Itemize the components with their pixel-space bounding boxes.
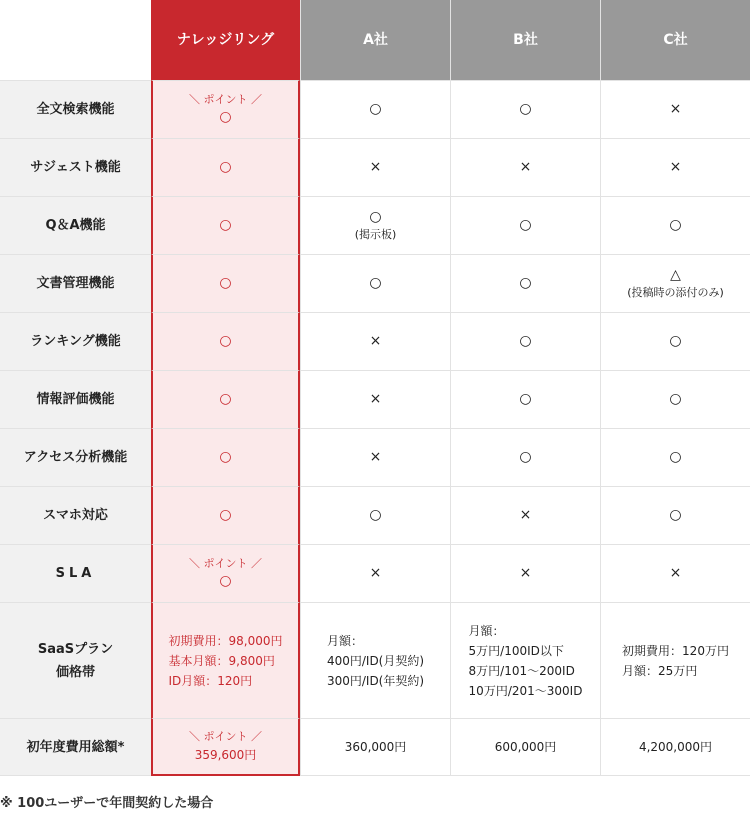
ours-mark: ○ (219, 159, 232, 175)
company-a-cell (300, 196, 450, 254)
price-line: 基本月額：9,800円 (168, 653, 275, 668)
price-line: 初期費用：120万円 (622, 643, 729, 658)
ours-mark: ○ (219, 573, 232, 589)
company-a-cell (300, 80, 450, 138)
total-value: 600,000円 (494, 740, 557, 754)
point-label: ＼ ポイント ／ (189, 729, 262, 743)
ours-cell (151, 370, 300, 428)
mark: △ (670, 267, 681, 283)
table-row (0, 486, 750, 544)
company-a-cell (300, 544, 450, 602)
mark: × (519, 507, 532, 523)
mark: × (369, 333, 382, 349)
ours-cell (151, 80, 300, 138)
price-line: 5万円/100ID以下 (468, 643, 564, 658)
ours-total-cell (151, 718, 300, 776)
ours-mark: ○ (219, 275, 232, 291)
ours-price-cell (151, 602, 300, 718)
feature-label: アクセス分析機能 (0, 428, 151, 486)
price-label-line: SaaSプラン (37, 641, 114, 657)
header-company-a: A社 (300, 0, 450, 80)
price-line: 初期費用：98,000円 (168, 633, 283, 648)
ours-cell (151, 428, 300, 486)
price-label (0, 602, 151, 718)
mark: × (669, 159, 682, 175)
total-value: 360,000円 (344, 740, 407, 754)
ours-cell (151, 312, 300, 370)
ours-mark: ○ (219, 217, 232, 233)
mark: × (369, 565, 382, 581)
price-line: ID月額：120円 (168, 673, 253, 688)
company-b-cell (450, 138, 600, 196)
ours-total: 359,600円 (194, 747, 257, 762)
company-b-cell (450, 486, 600, 544)
header-ours: ナレッジリング (151, 0, 300, 80)
company-a-total-cell (300, 718, 450, 776)
company-a-cell (300, 370, 450, 428)
header-blank (0, 0, 151, 80)
price-row (0, 602, 750, 718)
price-line: 10万円/201〜300ID (468, 683, 583, 698)
feature-label: SLA (0, 544, 151, 602)
mark: × (519, 565, 532, 581)
price-line: 8万円/101〜200ID (468, 663, 575, 678)
ours-mark: ○ (219, 449, 232, 465)
feature-label: 情報評価機能 (0, 370, 151, 428)
ours-cell (151, 486, 300, 544)
mark: × (669, 565, 682, 581)
company-b-cell (450, 428, 600, 486)
total-row (0, 718, 750, 776)
mark: ○ (669, 507, 682, 523)
mark: ○ (519, 391, 532, 407)
total-label: 初年度費用総額* (0, 718, 151, 776)
mark: ○ (369, 209, 382, 225)
feature-label: 文書管理機能 (0, 254, 151, 312)
mark: × (369, 391, 382, 407)
table-row (0, 312, 750, 370)
company-a-cell (300, 428, 450, 486)
company-b-cell (450, 80, 600, 138)
company-a-cell (300, 254, 450, 312)
mark: ○ (369, 507, 382, 523)
table-row (0, 428, 750, 486)
feature-label: ランキング機能 (0, 312, 151, 370)
mark: ○ (669, 217, 682, 233)
company-c-cell (600, 312, 750, 370)
price-line: 月額： (326, 633, 363, 648)
feature-label: サジェスト機能 (0, 138, 151, 196)
footnote: ※ 100ユーザーで年間契約した場合 (0, 796, 214, 811)
ours-mark: ○ (219, 391, 232, 407)
point-label: ＼ ポイント ／ (189, 93, 262, 106)
company-c-cell (600, 196, 750, 254)
ours-mark: ○ (219, 333, 232, 349)
company-c-cell (600, 544, 750, 602)
mark: ○ (669, 449, 682, 465)
mark: ○ (669, 391, 682, 407)
price-line: 月額： (468, 623, 505, 638)
cell-note: (投稿時の添付のみ) (627, 286, 724, 299)
ours-cell (151, 138, 300, 196)
mark: × (669, 101, 682, 117)
header-company-b: B社 (450, 0, 600, 80)
mark: ○ (519, 217, 532, 233)
table-row (0, 80, 750, 138)
feature-label: 全文検索機能 (0, 80, 151, 138)
mark: ○ (519, 101, 532, 117)
point-label: ＼ ポイント ／ (189, 557, 262, 570)
price-line: 400円/ID(月契約) (326, 653, 425, 668)
feature-label: スマホ対応 (0, 486, 151, 544)
mark: ○ (369, 101, 382, 117)
company-c-cell (600, 370, 750, 428)
mark: ○ (519, 449, 532, 465)
header-company-c: C社 (600, 0, 750, 80)
mark: ○ (669, 333, 682, 349)
company-c-price-cell (600, 602, 750, 718)
mark: × (519, 159, 532, 175)
company-c-total-cell (600, 718, 750, 776)
price-line: 300円/ID(年契約) (326, 673, 425, 688)
company-b-cell (450, 254, 600, 312)
ours-mark: ○ (219, 507, 232, 523)
company-a-cell (300, 138, 450, 196)
table-row (0, 544, 750, 602)
mark: ○ (519, 275, 532, 291)
cell-note: (掲示板) (354, 228, 397, 241)
mark: ○ (369, 275, 382, 291)
company-a-price-cell (300, 602, 450, 718)
company-a-cell (300, 486, 450, 544)
mark: ○ (519, 333, 532, 349)
company-b-cell (450, 544, 600, 602)
table-row (0, 254, 750, 312)
total-value: 4,200,000円 (638, 740, 713, 754)
company-b-cell (450, 370, 600, 428)
ours-cell (151, 254, 300, 312)
price-label-line: 価格帯 (55, 664, 95, 680)
company-b-price-cell (450, 602, 600, 718)
ours-cell (151, 196, 300, 254)
feature-label: Q＆A機能 (0, 196, 151, 254)
company-b-total-cell (450, 718, 600, 776)
header-row (0, 0, 750, 80)
company-b-cell (450, 196, 600, 254)
ours-cell (151, 544, 300, 602)
company-c-cell (600, 80, 750, 138)
company-c-cell (600, 428, 750, 486)
table-row (0, 196, 750, 254)
table-row (0, 138, 750, 196)
company-a-cell (300, 312, 450, 370)
ours-mark: ○ (219, 109, 232, 125)
price-line: 月額：25万円 (622, 663, 698, 678)
company-c-cell (600, 486, 750, 544)
mark: × (369, 159, 382, 175)
company-b-cell (450, 312, 600, 370)
table-row (0, 370, 750, 428)
company-c-cell (600, 254, 750, 312)
company-c-cell (600, 138, 750, 196)
mark: × (369, 449, 382, 465)
